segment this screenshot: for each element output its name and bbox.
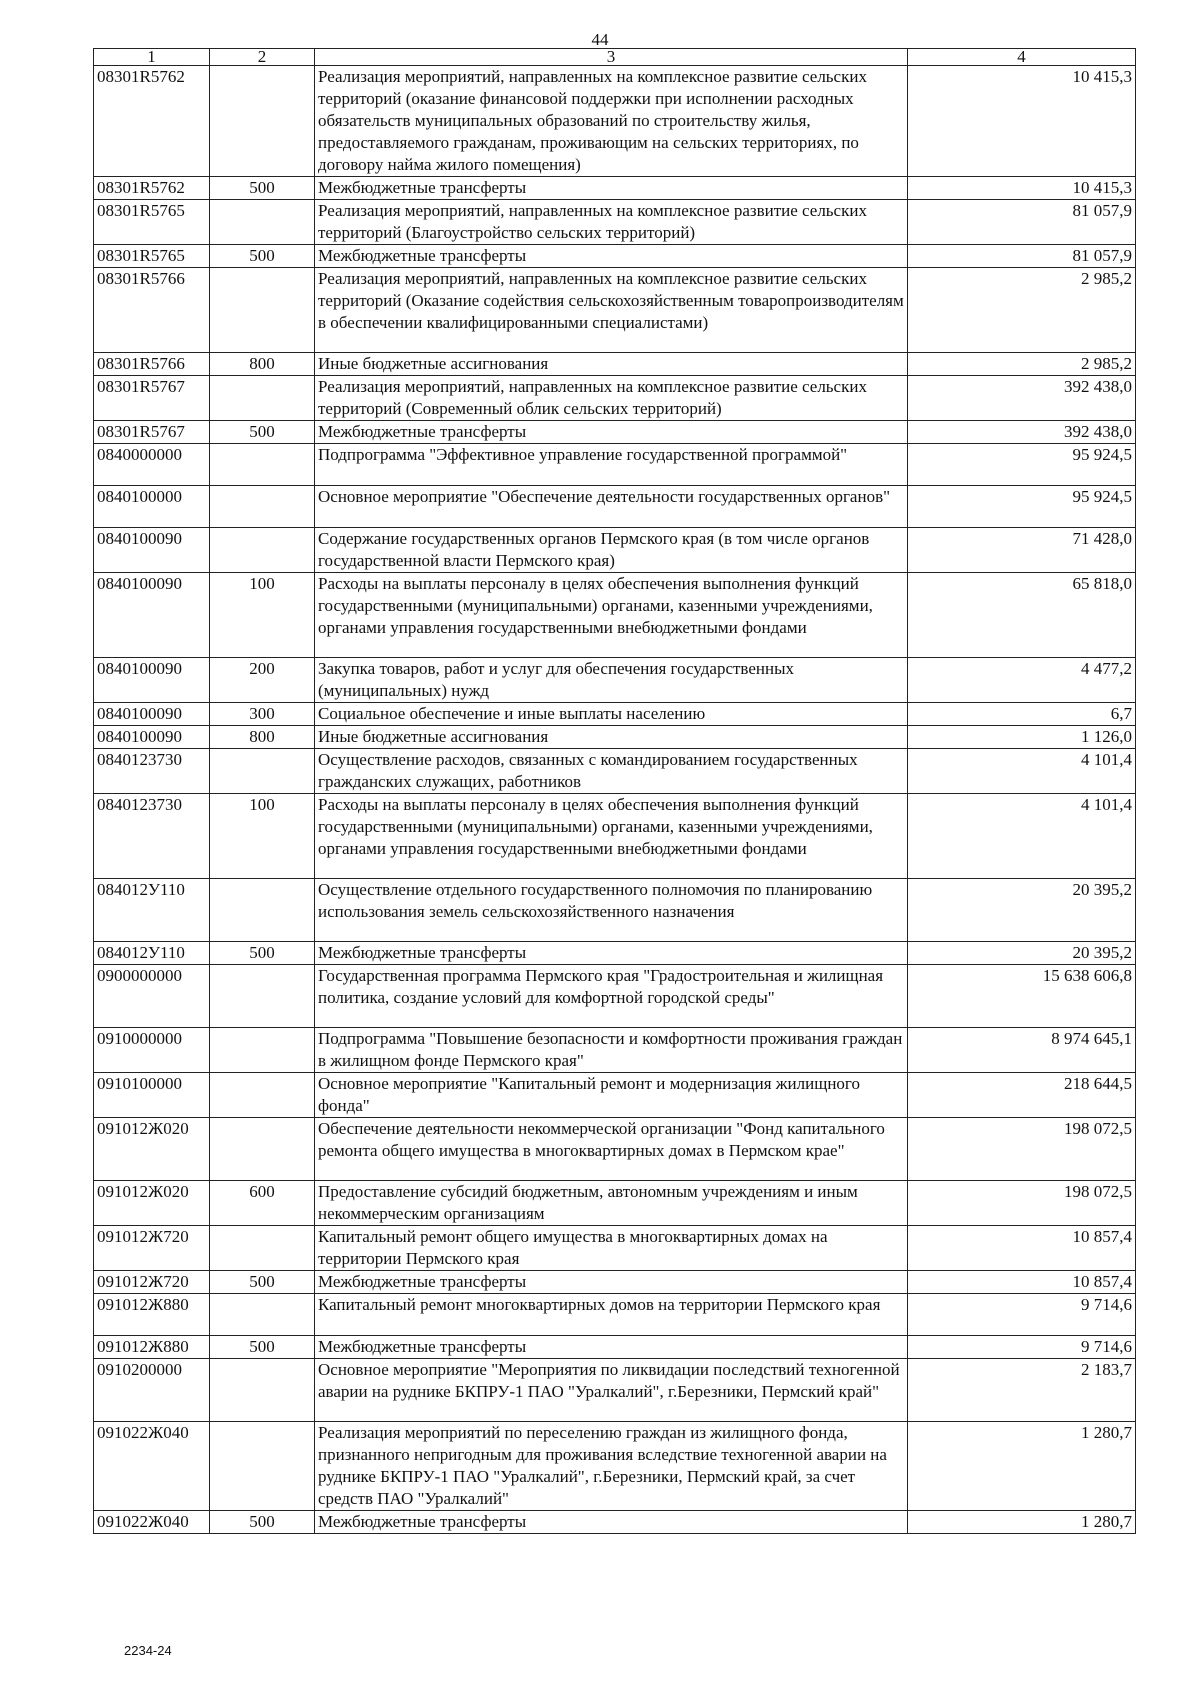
row-amount-cell: 218 644,5 [908,1073,1136,1118]
row-description-cell: Подпрограмма "Эффективное управление государственной программой" [315,444,908,486]
row-description-cell: Межбюджетные трансферты [315,1511,908,1534]
row-description-cell: Капитальный ремонт многоквартирных домов на территории Пермского края [315,1294,908,1336]
row-description-cell: Расходы на выплаты персоналу в целях обеспечения выполнения функций государственными (муниципальными) органами, казенными учреждениями, органами управления государственными внебюджетными фондами [315,794,908,879]
row-amount-cell: 4 101,4 [908,794,1136,879]
row-type-cell: 500 [210,942,315,965]
table-row [94,703,1136,726]
row-code-cell: 0840123730 [94,794,210,879]
row-code-cell: 084012У110 [94,879,210,942]
row-type-cell: 100 [210,794,315,879]
row-description-cell: Межбюджетные трансферты [315,1336,908,1359]
table-row [94,965,1136,1028]
row-description-cell: Осуществление расходов, связанных с командированием государственных гражданских служащих, работников [315,749,908,794]
table-row [94,749,1136,794]
row-code-cell: 091022Ж040 [94,1422,210,1511]
row-type-cell [210,1294,315,1336]
row-amount-cell: 10 415,3 [908,66,1136,177]
document-code: 2234-24 [124,1643,172,1658]
row-code-cell: 0900000000 [94,965,210,1028]
row-amount-cell: 2 985,2 [908,268,1136,353]
table-row [94,528,1136,573]
row-amount-cell: 1 280,7 [908,1511,1136,1534]
row-type-cell [210,1226,315,1271]
row-code-cell: 091012Ж020 [94,1118,210,1181]
row-type-cell [210,879,315,942]
row-code-cell: 0910200000 [94,1359,210,1422]
row-amount-cell: 20 395,2 [908,942,1136,965]
table-row [94,1073,1136,1118]
table-row [94,245,1136,268]
row-type-cell [210,1028,315,1073]
table-row [94,1422,1136,1511]
budget-table [93,48,1136,1534]
row-code-cell: 08301R5766 [94,268,210,353]
row-code-cell: 08301R5765 [94,245,210,268]
row-amount-cell: 10 415,3 [908,177,1136,200]
row-amount-cell: 8 974 645,1 [908,1028,1136,1073]
row-description-cell: Содержание государственных органов Пермского края (в том числе органов государственной власти Пермского края) [315,528,908,573]
row-amount-cell: 95 924,5 [908,444,1136,486]
row-amount-cell: 2 183,7 [908,1359,1136,1422]
row-code-cell: 0840000000 [94,444,210,486]
row-description-cell: Социальное обеспечение и иные выплаты населению [315,703,908,726]
row-amount-cell: 71 428,0 [908,528,1136,573]
table-row [94,177,1136,200]
row-description-cell: Предоставление субсидий бюджетным, автономным учреждениям и иным некоммерческим организациям [315,1181,908,1226]
row-amount-cell: 198 072,5 [908,1181,1136,1226]
row-amount-cell: 9 714,6 [908,1294,1136,1336]
row-amount-cell: 9 714,6 [908,1336,1136,1359]
row-type-cell [210,200,315,245]
row-code-cell: 0840100000 [94,486,210,528]
table-row [94,1028,1136,1073]
row-code-cell: 0840100090 [94,726,210,749]
table-row [94,353,1136,376]
row-code-cell: 08301R5767 [94,421,210,444]
row-amount-cell: 4 477,2 [908,658,1136,703]
row-type-cell: 600 [210,1181,315,1226]
row-description-cell: Основное мероприятие "Обеспечение деятельности государственных органов" [315,486,908,528]
table-header-row [94,49,1136,66]
row-description-cell: Расходы на выплаты персоналу в целях обеспечения выполнения функций государственными (муниципальными) органами, казенными учреждениями, органами управления государственными внебюджетными фондами [315,573,908,658]
page-number: 44 [591,30,609,49]
table-row [94,794,1136,879]
row-code-cell: 091012Ж020 [94,1181,210,1226]
row-description-cell: Иные бюджетные ассигнования [315,353,908,376]
table-row [94,268,1136,353]
row-code-cell: 0840123730 [94,749,210,794]
row-type-cell [210,376,315,421]
row-description-cell: Реализация мероприятий, направленных на комплексное развитие сельских территорий (Современный облик сельских территорий) [315,376,908,421]
row-type-cell: 500 [210,1336,315,1359]
row-amount-cell: 65 818,0 [908,573,1136,658]
row-amount-cell: 10 857,4 [908,1226,1136,1271]
table-row [94,726,1136,749]
row-type-cell [210,1073,315,1118]
table-row [94,1118,1136,1181]
row-type-cell: 800 [210,726,315,749]
table-row [94,1336,1136,1359]
row-type-cell [210,528,315,573]
row-description-cell: Межбюджетные трансферты [315,942,908,965]
row-amount-cell: 392 438,0 [908,421,1136,444]
row-type-cell: 500 [210,177,315,200]
row-code-cell: 0840100090 [94,573,210,658]
table-row [94,1359,1136,1422]
table-row [94,1271,1136,1294]
row-type-cell [210,486,315,528]
row-type-cell: 100 [210,573,315,658]
row-amount-cell: 4 101,4 [908,749,1136,794]
row-amount-cell: 81 057,9 [908,200,1136,245]
row-description-cell: Межбюджетные трансферты [315,177,908,200]
row-type-cell [210,1422,315,1511]
row-description-cell: Реализация мероприятий, направленных на комплексное развитие сельских территорий (оказание финансовой поддержки при исполнении расходных обязательств муниципальных образований по строительству жилья, предоставляемого гражданам, проживающим на сельских территориях, по договору найма жилого помещения) [315,66,908,177]
row-type-cell [210,1118,315,1181]
row-code-cell: 08301R5765 [94,200,210,245]
row-type-cell [210,965,315,1028]
row-type-cell: 500 [210,421,315,444]
row-description-cell: Межбюджетные трансферты [315,245,908,268]
table-row [94,942,1136,965]
row-code-cell: 0910000000 [94,1028,210,1073]
row-amount-cell: 81 057,9 [908,245,1136,268]
row-code-cell: 08301R5767 [94,376,210,421]
table-row [94,658,1136,703]
row-code-cell: 08301R5762 [94,66,210,177]
table-row [94,1294,1136,1336]
row-code-cell: 0840100090 [94,703,210,726]
column-header-3: 3 [315,49,908,66]
row-code-cell: 084012У110 [94,942,210,965]
row-amount-cell: 15 638 606,8 [908,965,1136,1028]
table-row [94,1511,1136,1534]
row-code-cell: 08301R5766 [94,353,210,376]
row-description-cell: Осуществление отдельного государственного полномочия по планированию использования земель сельскохозяйственного назначения [315,879,908,942]
row-code-cell: 091012Ж720 [94,1226,210,1271]
row-description-cell: Обеспечение деятельности некоммерческой организации "Фонд капитального ремонта общего имущества в многоквартирных домах в Пермском крае" [315,1118,908,1181]
table-row [94,1226,1136,1271]
row-code-cell: 091012Ж880 [94,1294,210,1336]
row-description-cell: Закупка товаров, работ и услуг для обеспечения государственных (муниципальных) нужд [315,658,908,703]
row-description-cell: Основное мероприятие "Мероприятия по ликвидации последствий техногенной аварии на руднике БКПРУ-1 ПАО "Уралкалий", г.Березники, Пермский край" [315,1359,908,1422]
row-description-cell: Реализация мероприятий по переселению граждан из жилищного фонда, признанного непригодным для проживания вследствие техногенной аварии на руднике БКПРУ-1 ПАО "Уралкалий", г.Березники, Пермский край, за счет средств ПАО "Уралкалий" [315,1422,908,1511]
row-type-cell: 500 [210,245,315,268]
row-description-cell: Реализация мероприятий, направленных на комплексное развитие сельских территорий (Оказание содействия сельскохозяйственным товаропроизводителям в обеспечении квалифицированными специалистами) [315,268,908,353]
row-code-cell: 091012Ж720 [94,1271,210,1294]
row-description-cell: Реализация мероприятий, направленных на комплексное развитие сельских территорий (Благоустройство сельских территорий) [315,200,908,245]
row-type-cell: 500 [210,1271,315,1294]
row-description-cell: Государственная программа Пермского края "Градостроительная и жилищная политика, создание условий для комфортной городской среды" [315,965,908,1028]
table-row [94,1181,1136,1226]
row-amount-cell: 1 280,7 [908,1422,1136,1511]
row-description-cell: Межбюджетные трансферты [315,1271,908,1294]
row-type-cell: 800 [210,353,315,376]
column-header-1: 1 [94,49,210,66]
row-code-cell: 0840100090 [94,658,210,703]
column-header-2: 2 [210,49,315,66]
row-amount-cell: 20 395,2 [908,879,1136,942]
row-code-cell: 08301R5762 [94,177,210,200]
row-amount-cell: 10 857,4 [908,1271,1136,1294]
row-description-cell: Основное мероприятие "Капитальный ремонт и модернизация жилищного фонда" [315,1073,908,1118]
table-row [94,421,1136,444]
table-row [94,486,1136,528]
table-row [94,66,1136,177]
table-row [94,376,1136,421]
table-row [94,879,1136,942]
row-type-cell [210,749,315,794]
table-row [94,444,1136,486]
table-row [94,573,1136,658]
row-amount-cell: 198 072,5 [908,1118,1136,1181]
row-type-cell [210,1359,315,1422]
row-code-cell: 091012Ж880 [94,1336,210,1359]
row-type-cell [210,444,315,486]
row-code-cell: 0910100000 [94,1073,210,1118]
table-row [94,200,1136,245]
row-type-cell: 500 [210,1511,315,1534]
row-type-cell [210,66,315,177]
column-header-4: 4 [908,49,1136,66]
row-type-cell [210,268,315,353]
row-code-cell: 0840100090 [94,528,210,573]
row-amount-cell: 1 126,0 [908,726,1136,749]
row-description-cell: Подпрограмма "Повышение безопасности и комфортности проживания граждан в жилищном фонде Пермского края" [315,1028,908,1073]
row-amount-cell: 2 985,2 [908,353,1136,376]
row-amount-cell: 392 438,0 [908,376,1136,421]
row-amount-cell: 6,7 [908,703,1136,726]
row-description-cell: Межбюджетные трансферты [315,421,908,444]
row-type-cell: 200 [210,658,315,703]
row-amount-cell: 95 924,5 [908,486,1136,528]
row-code-cell: 091022Ж040 [94,1511,210,1534]
row-type-cell: 300 [210,703,315,726]
row-description-cell: Капитальный ремонт общего имущества в многоквартирных домах на территории Пермского края [315,1226,908,1271]
row-description-cell: Иные бюджетные ассигнования [315,726,908,749]
